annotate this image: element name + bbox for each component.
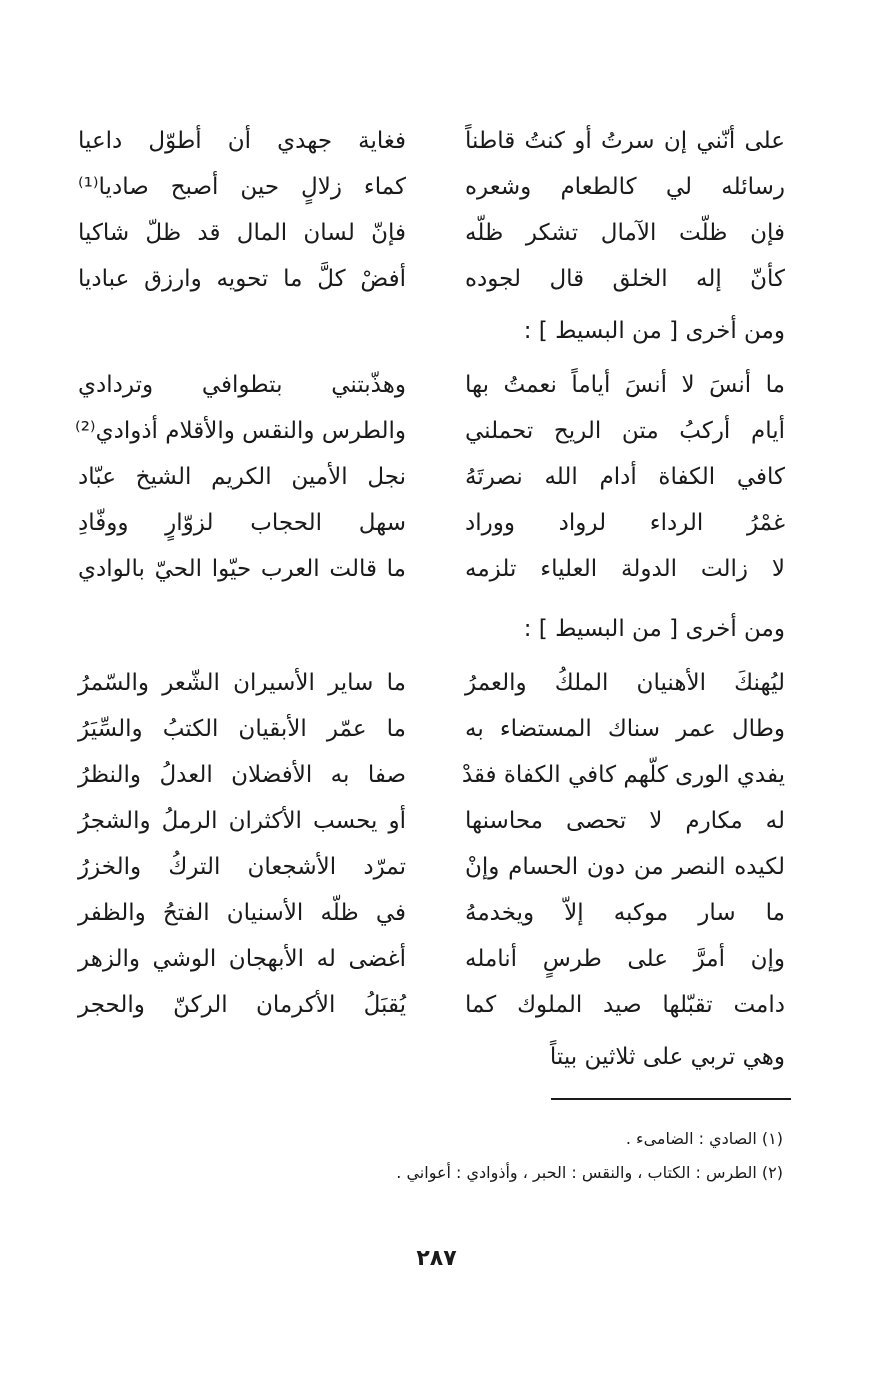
verse-second-hemistich: سهل الحجاب لزوّارٍ ووفّادِ [78, 510, 406, 536]
closing-note: وهي تربي على ثلاثين بيتاً [549, 1044, 785, 1070]
verse-second-hemistich: فإنّ لسان المال قد ظلّ شاكيا [78, 220, 406, 246]
section-heading: ومن أخرى [ من البسيط ] : [523, 318, 785, 344]
verse-first-hemistich: له مكارم لا تحصى محاسنها [465, 808, 785, 834]
verse-first-hemistich: غمْرُ الرداء لرواد ووراد [465, 510, 785, 536]
verse-second-hemistich: صفا به الأفضلان العدلُ والنظرُ [78, 762, 406, 788]
page-number: ٢٨٧ [416, 1246, 457, 1271]
verse-second-hemistich: والطرس والنقس والأقلام أذوادي⁽²⁾ [75, 418, 406, 444]
verse-first-hemistich: وطال عمر سناك المستضاء به [465, 716, 785, 742]
verse-first-hemistich: ليُهنكَ الأهنيان الملكُ والعمرُ [465, 670, 785, 696]
verse-first-hemistich: على أنّني إن سرتُ أو كنتُ قاطناً [465, 128, 785, 154]
verse-second-hemistich: ما عمّر الأبقيان الكتبُ والسِّيَرُ [78, 716, 406, 742]
verse-second-hemistich: أغضى له الأبهجان الوشي والزهر [78, 946, 406, 972]
verse-first-hemistich: لا زالت الدولة العلياء تلزمه [465, 556, 785, 582]
verse-first-hemistich: كافي الكفاة أدام الله نصرتَهُ [465, 464, 785, 490]
verse-first-hemistich: رسائله لي كالطعام وشعره [465, 174, 785, 200]
verse-second-hemistich: في ظلّه الأسنيان الفتحُ والظفر [78, 900, 406, 926]
verse-first-hemistich: يفدي الورى كلّهم كافي الكفاة فقدْ [461, 762, 785, 788]
verse-first-hemistich: أيام أركبُ متن الريح تحملني [465, 418, 785, 444]
verse-first-hemistich: لكيده النصر من دون الحسام وإنْ [465, 854, 785, 880]
verse-second-hemistich: أفضْ كلَّ ما تحويه وارزق عباديا [78, 266, 406, 292]
verse-second-hemistich: وهذّبتني بتطوافي وتردادي [78, 372, 406, 398]
verse-first-hemistich: ما أنسَ لا أنسَ أياماً نعمتُ بها [465, 372, 785, 398]
footnote: (١) الصادي : الضامىء . [625, 1129, 783, 1148]
verse-second-hemistich: ما ساير الأسيران الشّعر والسّمرُ [78, 670, 406, 696]
verse-second-hemistich: يُقبَلُ الأكرمان الركنّ والحجر [78, 992, 406, 1018]
footnote: (٢) الطرس : الكتاب ، والنقس : الحبر ، وأذوادي : أعواني . [396, 1163, 783, 1182]
verse-first-hemistich: وإن أمرَّ على طرسٍ أنامله [465, 946, 785, 972]
footnote-divider [551, 1098, 791, 1100]
verse-first-hemistich: دامت تقبّلها صيد الملوك كما [465, 992, 785, 1018]
verse-second-hemistich: كماء زلالٍ حين أصبح صاديا⁽¹⁾ [78, 174, 406, 200]
verse-second-hemistich: أو يحسب الأكثران الرملُ والشجرُ [78, 808, 406, 834]
verse-second-hemistich: فغاية جهدي أن أطوّل داعيا [78, 128, 406, 154]
section-heading: ومن أخرى [ من البسيط ] : [523, 616, 785, 642]
verse-first-hemistich: كأنّ إله الخلق قال لجوده [465, 266, 785, 292]
verse-first-hemistich: ما سار موكبه إلاّ ويخدمهُ [465, 900, 785, 926]
verse-second-hemistich: نجل الأمين الكريم الشيخ عبّاد [78, 464, 406, 490]
verse-first-hemistich: فإن ظلّت الآمال تشكر ظلّه [465, 220, 785, 246]
verse-second-hemistich: تمرّد الأشجعان التركُ والخزرُ [78, 854, 406, 880]
verse-second-hemistich: ما قالت العرب حيّوا الحيّ بالوادي [78, 556, 406, 582]
